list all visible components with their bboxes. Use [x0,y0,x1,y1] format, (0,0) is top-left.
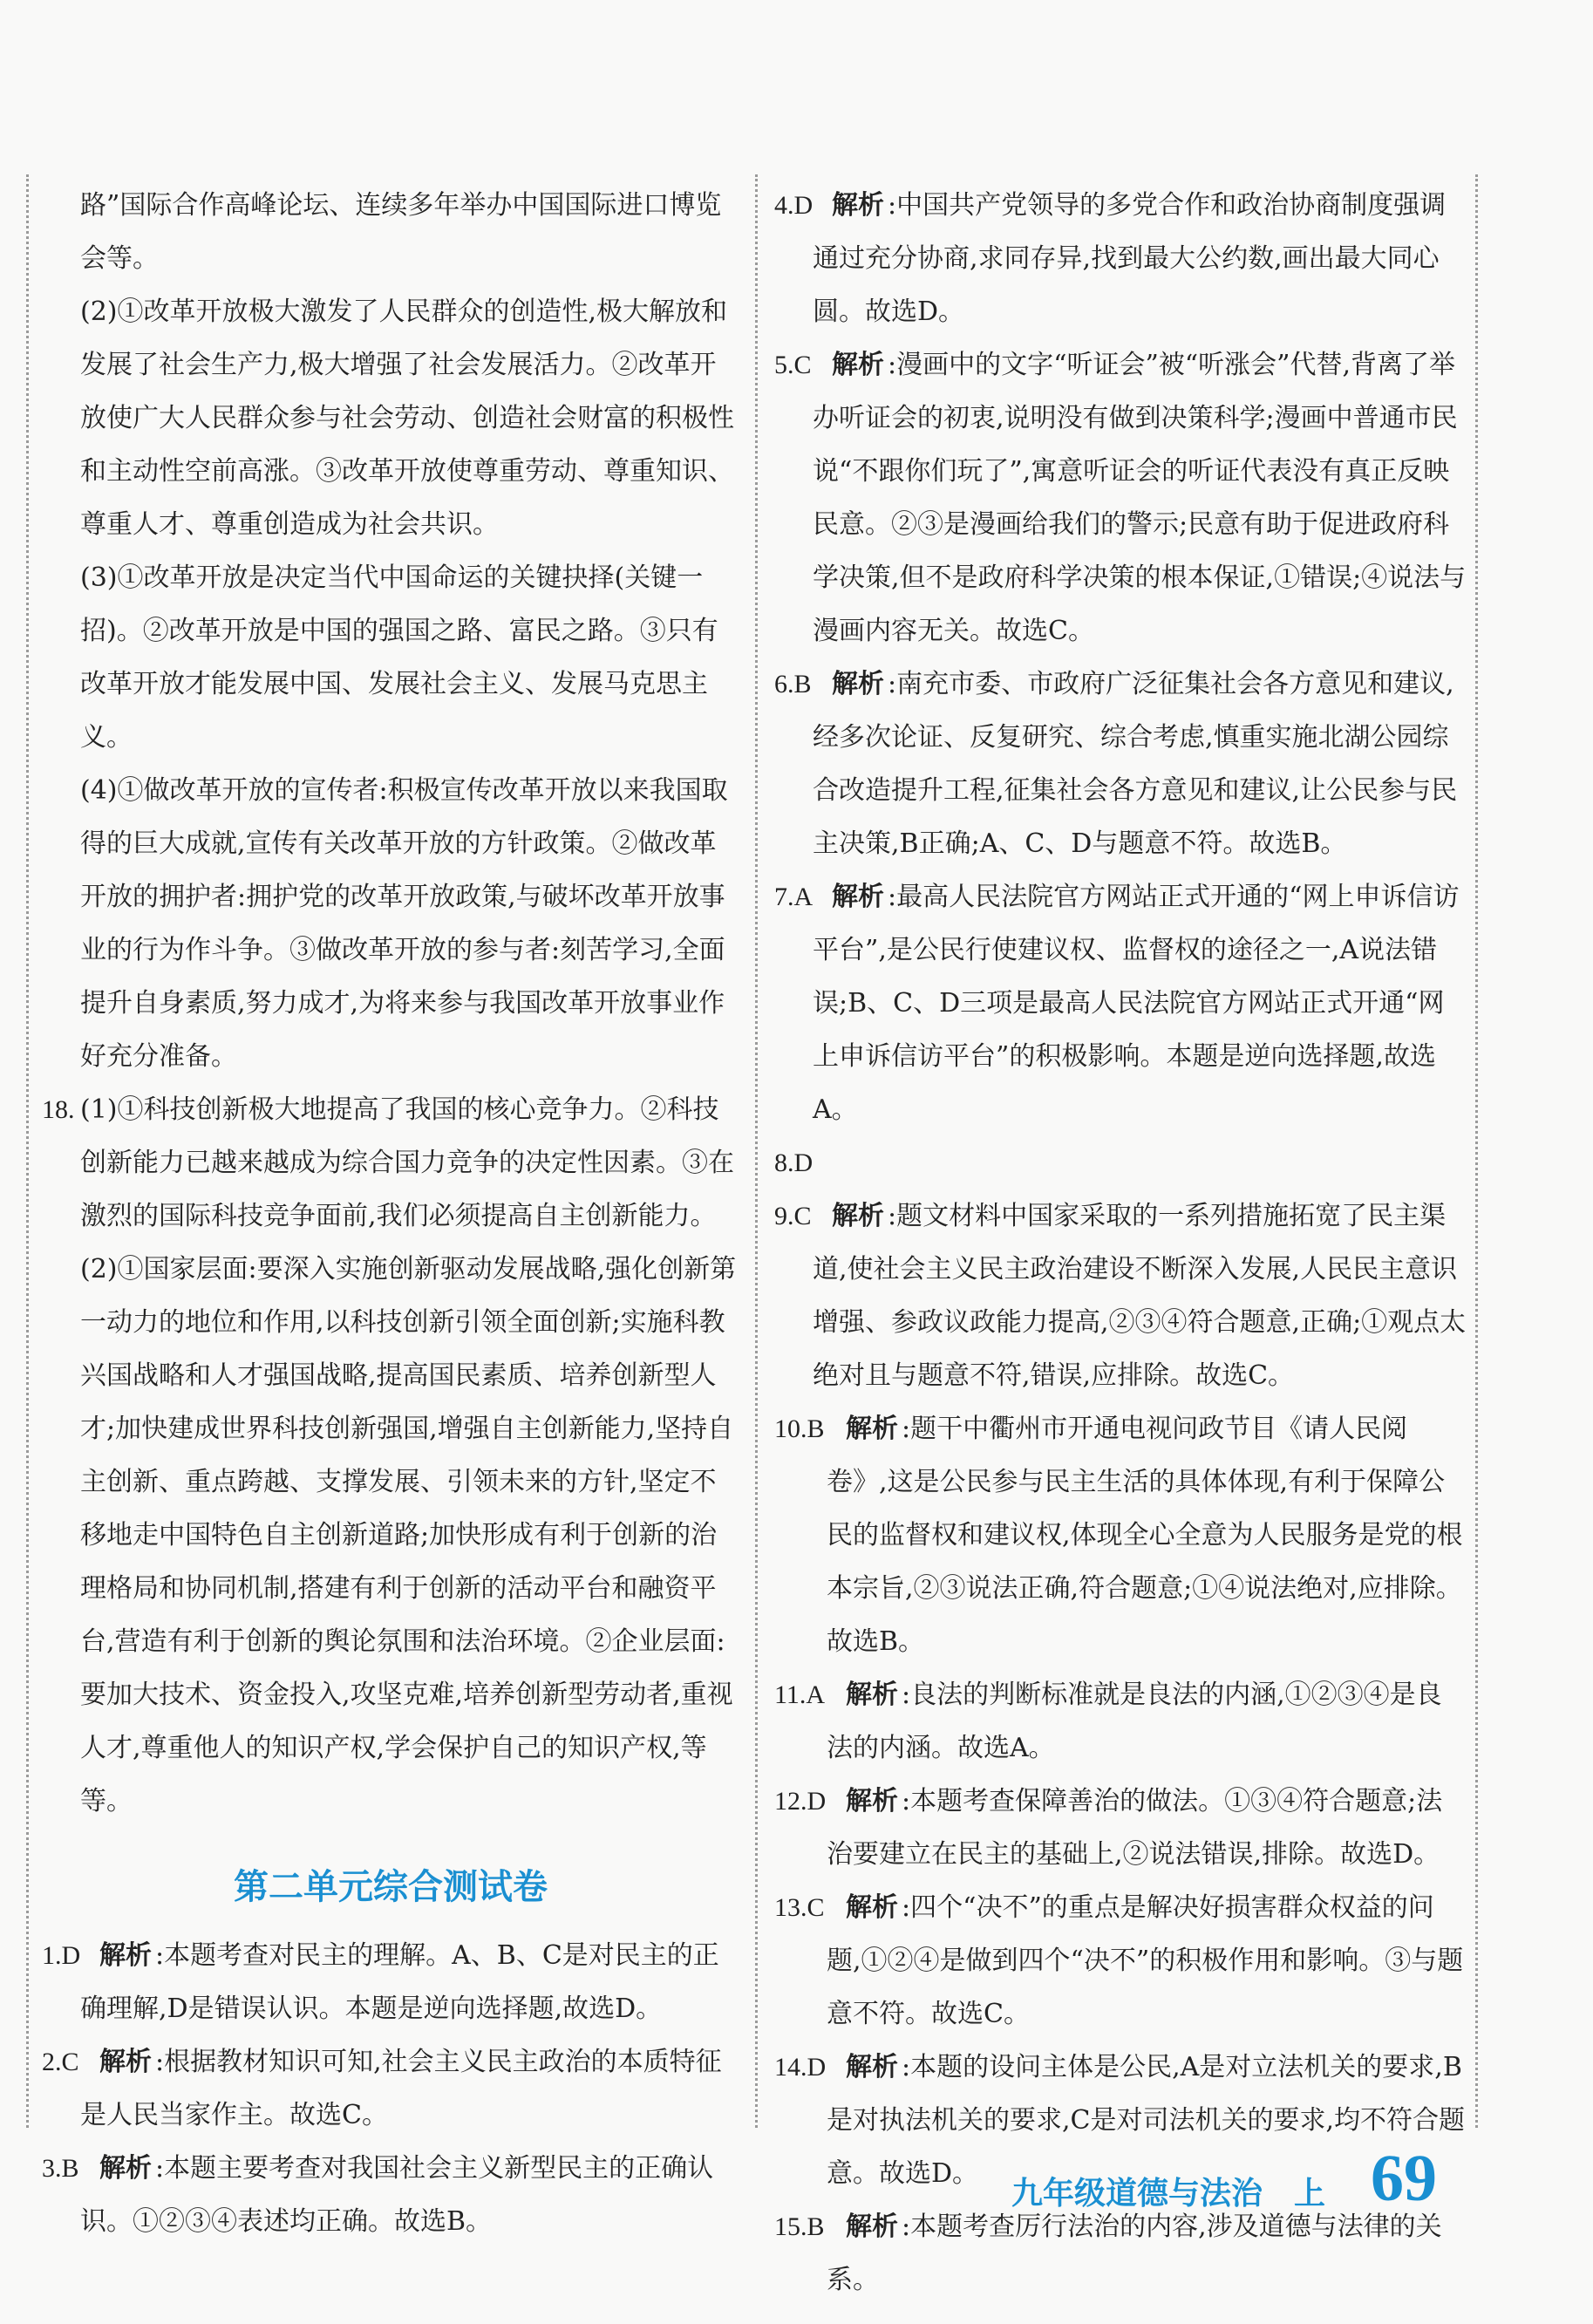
analysis-text: :南充市委、市政府广泛征集社会各方意见和建议,经多次论证、反复研究、综合考虑,慎重实施北湖公园综合改造提升工程,征集社会各方意见和建议,让公民参与民主决策,B正确;A、C、D与题意不符。故选B。 [813,669,1458,859]
answer-item [42,2142,739,2248]
analysis-label: 解析 [846,1414,898,1444]
answer-number: 14.D [774,2053,827,2082]
answer-item [774,338,1467,658]
analysis-text: :最高人民法院官方网站正式开通的“网上申诉信访平台”,是公民行使建议权、监督权的途径之一,A说法错误;B、C、D三项是最高人民法院官方网站正式开通“网上申诉信访平台”的积极影响。本题是逆向选择题,故选A。 [813,882,1460,1125]
answer-number: 12.D [774,1787,827,1816]
analysis-label: 解析 [832,669,884,699]
analysis-label: 解析 [846,1892,898,1923]
left-column [42,179,739,2248]
answer-number: 15.B [774,2212,825,2241]
answer-item [774,1136,1467,1189]
analysis-label: 解析 [846,2052,898,2082]
answer-number: 7.A [774,883,814,911]
answer-number: 4.D [774,191,814,220]
answer-item [774,1775,1467,1881]
answer-item [774,2200,1467,2307]
analysis-label: 解析 [99,1940,152,1971]
q17-part-4: (4)①做改革开放的宣传者:积极宣传改革开放以来我国取得的巨大成就,宣传有关改革开放的方针政策。②做改革开放的拥护者:拥护党的改革开放政策,与破坏改革开放事业的行为作斗争。③做改革开放的参与者:刻苦学习,全面提升自身素质,努力成才,为将来参与我国改革开放事业作好充分准备。 [80,775,728,1072]
analysis-text: :本题考查保障善治的做法。①③④符合题意;法治要建立在民主的基础上,②说法错误,排除。故选D。 [827,1786,1443,1870]
analysis-label: 解析 [832,350,884,380]
answer-number: 9.C [774,1202,812,1230]
answer-item [42,2035,739,2142]
analysis-text: :本题考查厉行法治的内容,涉及道德与法律的关系。 [827,2212,1442,2295]
answer-number: 5.C [774,351,812,379]
q17-part-3: (3)①改革开放是决定当代中国命运的关键抉择(关键一招)。②改革开放是中国的强国之路、富民之路。③只有改革开放才能发展中国、发展社会主义、发展马克思主义。 [80,562,718,753]
answer-number: 11.A [774,1680,826,1709]
analysis-label: 解析 [832,1201,884,1231]
analysis-text: :良法的判断标准就是良法的内涵,①②③④是良法的内涵。故选A。 [827,1680,1442,1763]
analysis-text: :漫画中的文字“听证会”被“听涨会”代替,背离了举办听证会的初衷,说明没有做到决策科学;漫画中普通市民说“不跟你们玩了”,寓意听证会的听证代表没有真正反映民意。②③是漫画给我们的警示;民意有助于促进政府科学决策,但不是政府科学决策的根本保证,①错误;④说法与漫画内容无关。故选C。 [813,350,1467,646]
analysis-text: :根据教材知识可知,社会主义民主政治的本质特征是人民当家作主。故选C。 [80,2047,722,2130]
analysis-text: :四个“决不”的重点是解决好损害群众权益的问题,①②④是做到四个“决不”的积极作用和影响。③与题意不符。故选C。 [827,1892,1464,2029]
analysis-text: :中国共产党领导的多党合作和政治协商制度强调通过充分协商,求同存异,找到最大公约数,画出最大同心圆。故选D。 [813,190,1447,327]
answer-number: 3.B [42,2154,79,2183]
answer-number: 2.C [42,2048,79,2076]
page-number: 69 [1371,2142,1437,2215]
analysis-label: 解析 [846,1680,898,1710]
left-margin-divider [26,174,29,2128]
right-margin-divider [1475,174,1478,2128]
q18-part-2: (2)①国家层面:要深入实施创新驱动发展战略,强化创新第一动力的地位和作用,以科技创新引领全面创新;实施科教兴国战略和人才强国战略,提高国民素质、培养创新型人才;加快建成世界科技创新强国,增强自主创新能力,坚持自主创新、重点跨越、支撑发展、引领未来的方针,坚定不移地走中国特色自主创新道路;加快形成有利于创新的治理格局和协同机制,搭建有利于创新的活动平台和融资平台,营造有利于创新的舆论氛围和法治环境。②企业层面:要加大技术、资金投入,攻坚克难,培养创新型劳动者,重视人才,尊重他人的知识产权,学会保护自己的知识产权,等等。 [80,1254,737,1816]
analysis-text: :题干中衢州市开通电视问政节目《请人民阅卷》,这是公民参与民主生活的具体体现,有利于保障公民的监督权和建议权,体现全心全意为人民服务是党的根本宗旨,②③说法正确,符合题意;①④说法绝对,应排除。故选B。 [827,1414,1463,1657]
analysis-label: 解析 [832,882,884,912]
answer-number: 10.B [774,1414,825,1443]
column-divider [755,174,758,2128]
answer-item [42,1929,739,2035]
answer-item [774,1668,1467,1775]
answer-list-left [42,1929,739,2248]
answer-item [774,1402,1467,1668]
analysis-text: :题文材料中国家采取的一系列措施拓宽了民主渠道,使社会主义民主政治建设不断深入发展,人民民主意识增强、参政议政能力提高,②③④符合题意,正确;①观点太绝对且与题意不符,错误,应排除。故选C。 [813,1201,1467,1391]
analysis-text: :本题考查对民主的理解。A、B、C是对民主的正确理解,D是错误认识。本题是逆向选择题,故选D。 [80,1940,719,2024]
answer-number: 13.C [774,1893,825,1922]
answer-item [774,658,1467,870]
answer-number: 6.B [774,670,812,699]
q18-number: 18. [42,1095,75,1124]
answer-item [774,1189,1467,1402]
analysis-label: 解析 [846,1786,898,1816]
analysis-text: :本题的设问主体是公民,A是对立法机关的要求,B是对执法机关的要求,C是对司法机关的要求,均不符合题意。故选D。 [827,2052,1466,2189]
analysis-label: 解析 [832,190,884,221]
section-title: 第二单元综合测试卷 [234,1867,548,1907]
right-column [774,179,1467,2307]
q18-part-1: (1)①科技创新极大地提高了我国的核心竞争力。②科技创新能力已越来越成为综合国力竞争的决定性因素。③在激烈的国际科技竞争面前,我们必须提高自主创新能力。 [80,1094,734,1231]
analysis-label: 解析 [99,2047,152,2077]
q18-answer [42,1083,739,1828]
answer-item [774,1881,1467,2041]
analysis-label: 解析 [99,2153,152,2184]
answer-item [774,179,1467,338]
answer-item [774,870,1467,1136]
answer-number: 8.D [774,1148,814,1177]
answer-number: 1.D [42,1941,81,1970]
intro-paragraph: 路”国际合作高峰论坛、连续多年举办中国国际进口博览会等。 [80,190,722,274]
book-title: 九年级道德与法治 上 [1011,2176,1326,2212]
q17-part-2: (2)①改革开放极大激发了人民群众的创造性,极大解放和发展了社会生产力,极大增强了社会发展活力。②改革开放使广大人民群众参与社会劳动、创造社会财富的积极性和主动性空前高涨。③改革开放使尊重劳动、尊重知识、尊重人才、尊重创造成为社会共识。 [80,296,734,540]
analysis-text: :本题主要考查对我国社会主义新型民主的正确认识。①②③④表述均正确。故选B。 [80,2153,714,2237]
analysis-label: 解析 [846,2212,898,2242]
